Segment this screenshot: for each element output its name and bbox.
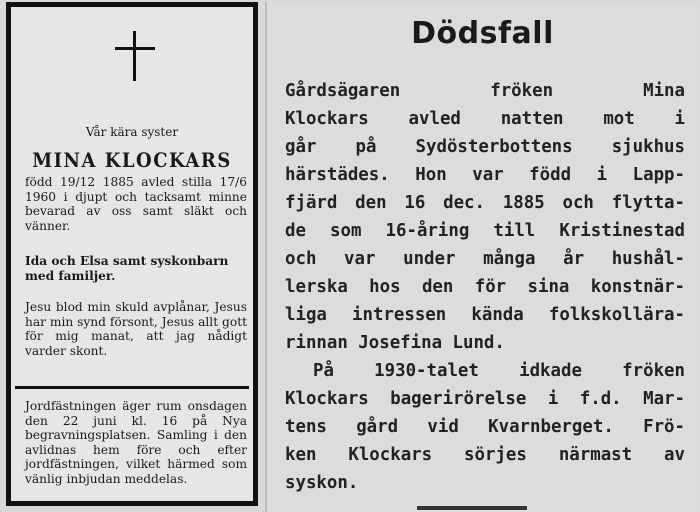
- article-line: tens gård vid Kvarnberget. Frö-: [285, 417, 685, 437]
- article-line: På 1930-talet idkade fröken: [313, 361, 685, 381]
- notice-dates: född 19/12 1885 avled stilla 17/6 1960 i djupt och tacksamt minne bevarad av oss samt släkt och vänner.: [25, 175, 247, 233]
- notice-family: Ida och Elsa samt syskonbarn med familjer.: [25, 254, 229, 283]
- notice-intro: Vår kära syster: [85, 125, 179, 139]
- article-line: lerska hos den för sina konstnär-: [285, 277, 685, 297]
- article-line: ken Klockars sörjes närmast av: [285, 445, 685, 465]
- cross-icon: [115, 31, 155, 81]
- obituary-article: [265, 2, 698, 512]
- deceased-name: MINA KLOCKARS: [32, 148, 232, 172]
- article-line: liga intressen kända folkskollära-: [285, 305, 685, 325]
- notice-divider: [15, 386, 249, 389]
- death-notice: [6, 2, 258, 506]
- article-line: Klockars bagerirörelse i f.d. Mar-: [285, 389, 685, 409]
- article-line: syskon.: [285, 473, 359, 493]
- article-body: [285, 77, 685, 497]
- article-line: Klockars avled natten mot i: [285, 109, 685, 129]
- column-rule: [417, 506, 527, 510]
- article-line: de som 16-åring till Kristinestad: [285, 221, 685, 241]
- article-line: går på Sydösterbottens sjukhus: [285, 137, 685, 157]
- article-line: Gårdsägaren fröken Mina: [285, 81, 685, 101]
- notice-verse: Jesu blod min skuld avplånar, Jesus har min synd försont, Jesus allt gott för mig manat, att jag nådigt varder skont.: [25, 300, 247, 358]
- article-title: Dödsfall: [411, 16, 554, 51]
- article-line: härstädes. Hon var född i Lapp-: [285, 165, 685, 185]
- article-line: och var under många år hushål-: [285, 249, 685, 269]
- article-line: fjärd den 16 dec. 1885 och flytta-: [285, 193, 685, 213]
- article-line: rinnan Josefina Lund.: [285, 333, 505, 353]
- notice-funeral: Jordfästningen äger rum onsdagen den 22 juni kl. 16 på Nya begravningsplatsen. Samling i den avlidnas hem före och efter jordfästningen, vilket härmed som vänlig inbjudan meddelas.: [25, 399, 247, 486]
